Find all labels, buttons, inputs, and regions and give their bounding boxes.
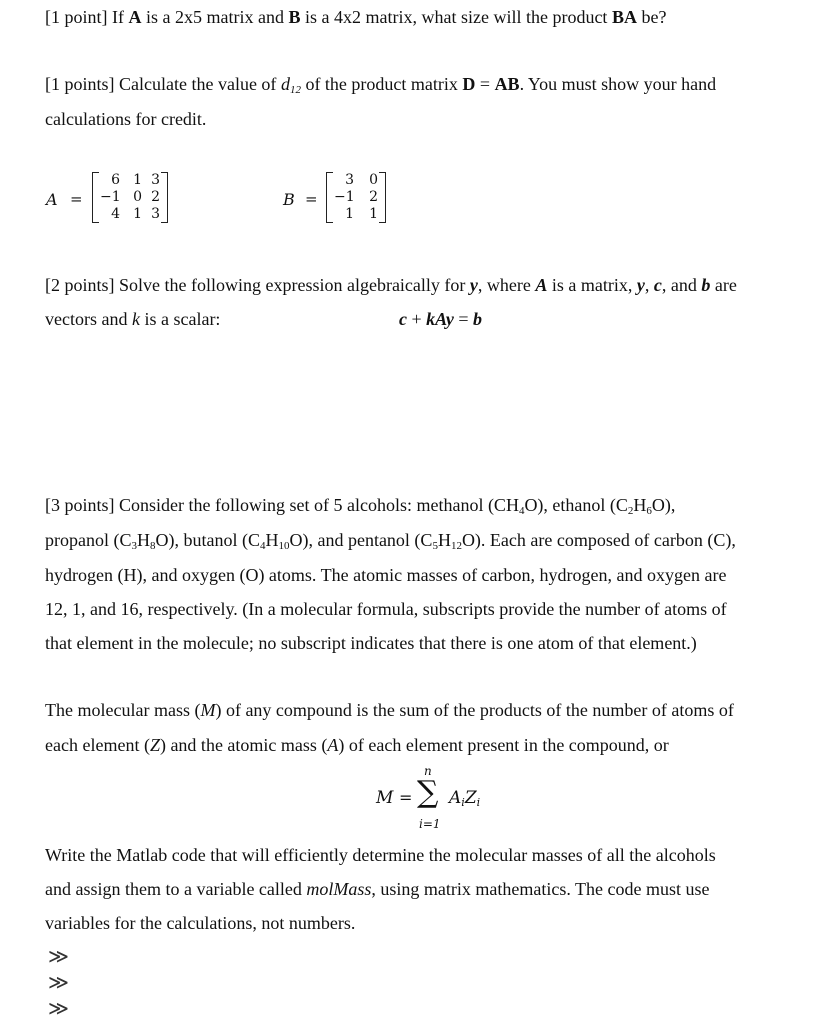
matrix-b-cell: 2 (369, 189, 378, 205)
question-4-para3-line3: variables for the calculations, not numbers. (45, 913, 356, 933)
q4-text: O), and pentanol (C (289, 530, 433, 550)
q3-var-k: k (131, 309, 140, 329)
q2-product-ab: AB (494, 74, 520, 94)
question-4-line4: 12, 1, and 16, respectively. (In a molecular formula, subscripts provide the number of atoms of (45, 599, 727, 619)
q3-text: , (644, 275, 654, 295)
q4-sub: 8 (149, 540, 156, 552)
question-3 (45, 274, 737, 296)
question-4-para2-line2 (45, 734, 669, 756)
q4-text: ) and the atomic mass ( (159, 735, 328, 755)
formula-term (449, 788, 480, 808)
matrix-b-cell: 0 (369, 172, 378, 188)
q3-points: [2 points] (45, 275, 115, 295)
q2-text: . You must show your hand (519, 74, 717, 94)
matrix-a-cell: 0 (133, 189, 142, 205)
matrix-a-cell: 2 (151, 189, 160, 205)
q4-sub: 4 (518, 505, 525, 517)
q4-text: each element ( (45, 735, 150, 755)
matrix-a-label: A (46, 190, 58, 209)
q3-text: , where (477, 275, 536, 295)
q3-eq-b: b (472, 309, 482, 329)
formula-sub-i: i (461, 796, 465, 809)
formula-term-a: A (449, 788, 462, 808)
q4-sub: 6 (646, 505, 652, 517)
command-prompt-1[interactable]: ≫ (48, 944, 69, 968)
formula-upper-limit: n (424, 764, 432, 778)
matrix-a-cell: 3 (151, 172, 160, 188)
question-1 (45, 6, 666, 28)
q4-sub: 4 (259, 540, 266, 552)
matrix-b-cell: 1 (345, 206, 354, 222)
question-4-para3-line2 (45, 878, 710, 900)
q1-text: If (107, 7, 129, 27)
q4-text: propanol (C (45, 530, 132, 550)
formula-lhs: M (376, 788, 394, 808)
q2-d: d (280, 74, 290, 94)
q3-eq-equals: = (453, 309, 473, 329)
question-4-line5: that element in the molecule; no subscript indicates that there is one atom of that element.) (45, 633, 697, 653)
question-4-para3-line1: Write the Matlab code that will efficiently determine the molecular masses of all the alcohols (45, 845, 716, 865)
q3-eq-plus: + (407, 309, 427, 329)
q4-text: H (265, 530, 279, 550)
matrix-a-cell: 1 (133, 172, 142, 188)
q4-text: and assign them to a variable called (45, 879, 307, 899)
question-4-line3: hydrogen (H), and oxygen (O) atoms. The atomic masses of carbon, hydrogen, and oxygen are (45, 565, 727, 585)
question-4-para2-line1 (45, 699, 734, 721)
q4-text: Consider the following set of 5 alcohols: methanol (CH (114, 495, 519, 515)
matrix-b-cell: 3 (345, 172, 354, 188)
q4-text: O), ethanol (C (524, 495, 628, 515)
q4-text: H (437, 530, 451, 550)
q3-text: is a scalar: (139, 309, 221, 329)
q4-text: ) of any compound is the sum of the products of the number of atoms of (215, 700, 734, 720)
q2-equals: = (475, 74, 495, 94)
q2-text: of the product matrix (300, 74, 463, 94)
matrix-a-cell: 6 (111, 172, 120, 188)
q2-text: Calculate the value of (114, 74, 281, 94)
q1-text: be? (636, 7, 667, 27)
command-prompt-2[interactable]: ≫ (48, 970, 69, 994)
q4-var-m: M (200, 700, 216, 720)
q3-var-a: A (535, 275, 548, 295)
q3-var-c: c (653, 275, 662, 295)
matrix-a-cell: 4 (111, 206, 120, 222)
q4-sub: 12 (450, 540, 462, 552)
formula-sub-i: i (476, 796, 481, 809)
question-4-line2 (45, 529, 736, 551)
q4-text: H (633, 495, 647, 515)
q3-text: is a matrix, (547, 275, 637, 295)
matrix-b-equals: = (305, 190, 318, 208)
formula-sigma: ∑ (417, 775, 439, 810)
q3-text: vectors and (45, 309, 132, 329)
matrix-a-equals: = (70, 190, 83, 208)
command-prompt-3[interactable]: ≫ (48, 996, 69, 1020)
matrix-b-cell: 1 (369, 206, 378, 222)
q4-text: O), (651, 495, 676, 515)
q1-matrix-a: A (128, 7, 142, 27)
matrix-b-cell: −1 (334, 189, 355, 205)
q4-text: , using matrix mathematics. The code must use (371, 879, 710, 899)
matrix-a-cell: −1 (100, 189, 121, 205)
q2-points: [1 points] (45, 74, 115, 94)
question-4-line1 (45, 494, 675, 516)
q3-var-b: b (701, 275, 711, 295)
q4-var-molmass: molMass (306, 879, 372, 899)
q4-sub: 2 (627, 505, 634, 517)
q3-text: Solve the following expression algebraically for (114, 275, 470, 295)
q1-matrix-b: B (288, 7, 301, 27)
q1-points: [1 point] (45, 7, 108, 27)
q4-var-z: Z (149, 735, 160, 755)
q4-text: ) of each element present in the compound, or (338, 735, 669, 755)
formula-term-z: Z (464, 788, 477, 808)
q1-text: is a 2x5 matrix and (141, 7, 289, 27)
q3-equation (399, 308, 482, 330)
q2-d-subscript: 12 (289, 84, 301, 96)
q3-eq-c: c (399, 309, 407, 329)
q3-var-y: y (469, 275, 478, 295)
question-3-line2 (45, 308, 220, 330)
formula-lower-limit: i=1 (419, 817, 441, 831)
q1-text: is a 4x2 matrix, what size will the product (300, 7, 612, 27)
formula-equals: = (399, 788, 413, 807)
q4-sub: 3 (131, 540, 137, 552)
q3-eq-kay: kAy (426, 309, 454, 329)
matrix-a-cell: 1 (133, 206, 142, 222)
q3-text: are (710, 275, 737, 295)
q4-text: H (136, 530, 150, 550)
q2-matrix-d: D (462, 74, 476, 94)
q4-sub: 10 (278, 540, 290, 552)
q4-var-a: A (327, 735, 339, 755)
matrix-a (92, 172, 168, 223)
matrix-a-cell: 3 (151, 206, 160, 222)
q3-text: , and (661, 275, 702, 295)
q4-text: The molecular mass ( (45, 700, 201, 720)
q4-text: O). Each are composed of carbon (C), (461, 530, 736, 550)
question-2-line2: calculations for credit. (45, 109, 207, 129)
matrix-b (326, 172, 386, 223)
matrix-b-label: B (283, 190, 295, 209)
q4-sub: 5 (432, 540, 438, 552)
q4-text: O), butanol (C (155, 530, 260, 550)
q3-var-y: y (636, 275, 645, 295)
q4-points: [3 points] (45, 495, 115, 515)
question-2 (45, 73, 716, 95)
q1-product-ba: BA (611, 7, 637, 27)
